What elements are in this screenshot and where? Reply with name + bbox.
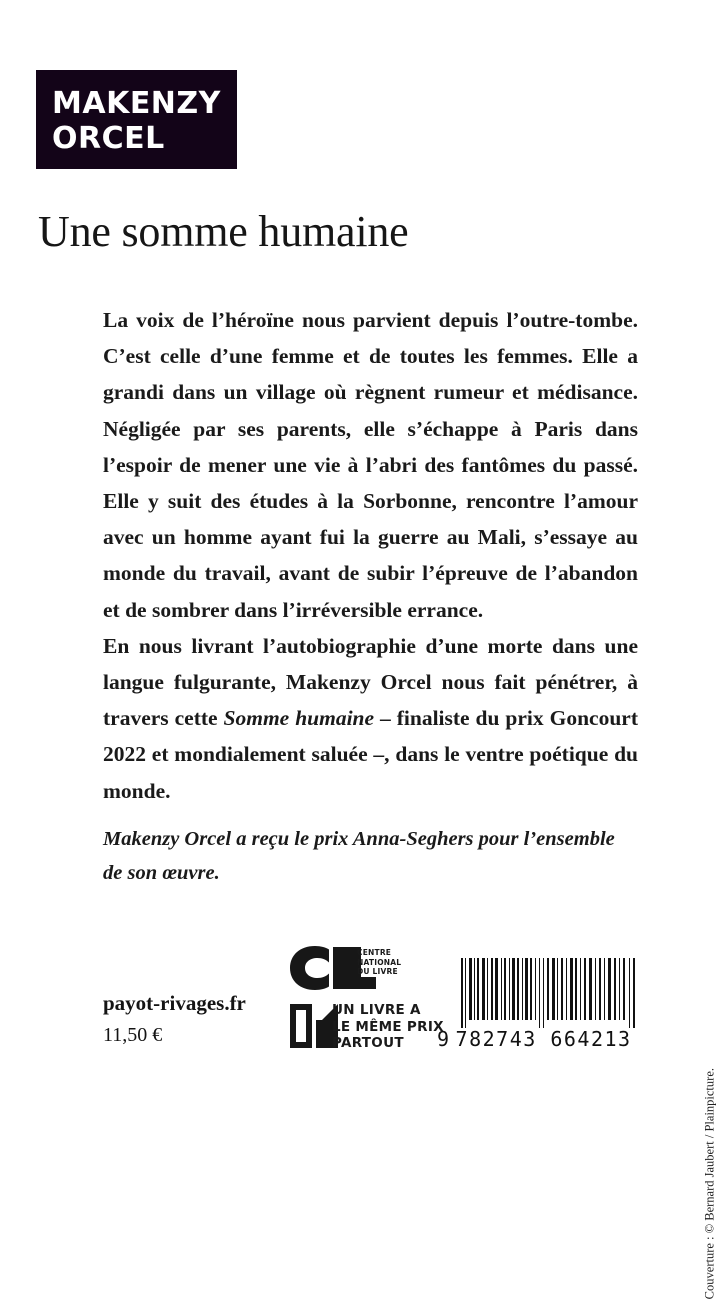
- cnl-caption: [357, 948, 401, 977]
- blurb-paragraph-2-tail: – finaliste du prix Goncourt 2022 et mondialement saluée –, dans le ventre poétique du monde.: [103, 706, 638, 803]
- blurb-text: [103, 302, 638, 809]
- isbn-digits: [437, 1027, 642, 1051]
- blurb-paragraph-2: [103, 628, 638, 809]
- prix-unique-line-3: PARTOUT: [332, 1035, 404, 1051]
- isbn-group-1: 782743: [455, 1027, 537, 1051]
- cover-credit: Couverture : © Bernard Jaubert / Plainpicture.: [702, 1068, 716, 1299]
- author-first-name: MAKENZY: [52, 86, 221, 121]
- book-price: 11,50 €: [103, 1024, 163, 1046]
- prix-unique-line-1: UN LIVRE A: [332, 1002, 421, 1018]
- cnl-caption-line-1: CENTRE: [357, 948, 392, 957]
- blurb-paragraph-2-lead: En nous livrant l’autobiographie d’une morte dans une langue fulgurante, Makenzy Orcel nous fait pénétrer, à travers cette: [103, 633, 638, 731]
- author-award-note-text: Makenzy Orcel a reçu le prix Anna-Seghers pour l’ensemble de son œuvre.: [103, 828, 615, 884]
- blurb-paragraph-1: La voix de l’héroïne nous parvient depuis l’outre-tombe. C’est celle d’une femme et de toutes les femmes. Elle a grandi dans un village où règnent rumeur et médisance. Négligée par ses parents, elle s’échappe à Paris dans l’espoir de mener une vie à l’abri des fantômes du passé. Elle y suit des études à la Sorbonne, rencontre l’amour avec un homme ayant fui la guerre au Mali, s’essaye au monde du travail, avant de subir l’épreuve de l’abandon et de sombrer dans l’irréversible errance.: [103, 308, 638, 622]
- prix-unique-line-2: LE MÊME PRIX: [332, 1018, 444, 1035]
- isbn-barcode: [459, 958, 639, 1028]
- prix-unique-caption: [332, 1002, 444, 1052]
- blurb-book-title-italic: Somme humaine: [223, 706, 375, 731]
- isbn-group-2: 664213: [550, 1027, 632, 1051]
- author-award-note: [103, 822, 638, 890]
- cnl-caption-line-3: DU LIVRE: [357, 967, 398, 976]
- isbn-lead-digit: 9: [437, 1027, 451, 1051]
- author-last-name: ORCEL: [52, 121, 165, 156]
- cnl-caption-line-2: NATIONAL: [357, 957, 402, 967]
- author-name-block: [36, 70, 237, 169]
- publisher-website[interactable]: payot-rivages.fr: [103, 991, 246, 1015]
- book-title: Une somme humaine: [38, 207, 409, 257]
